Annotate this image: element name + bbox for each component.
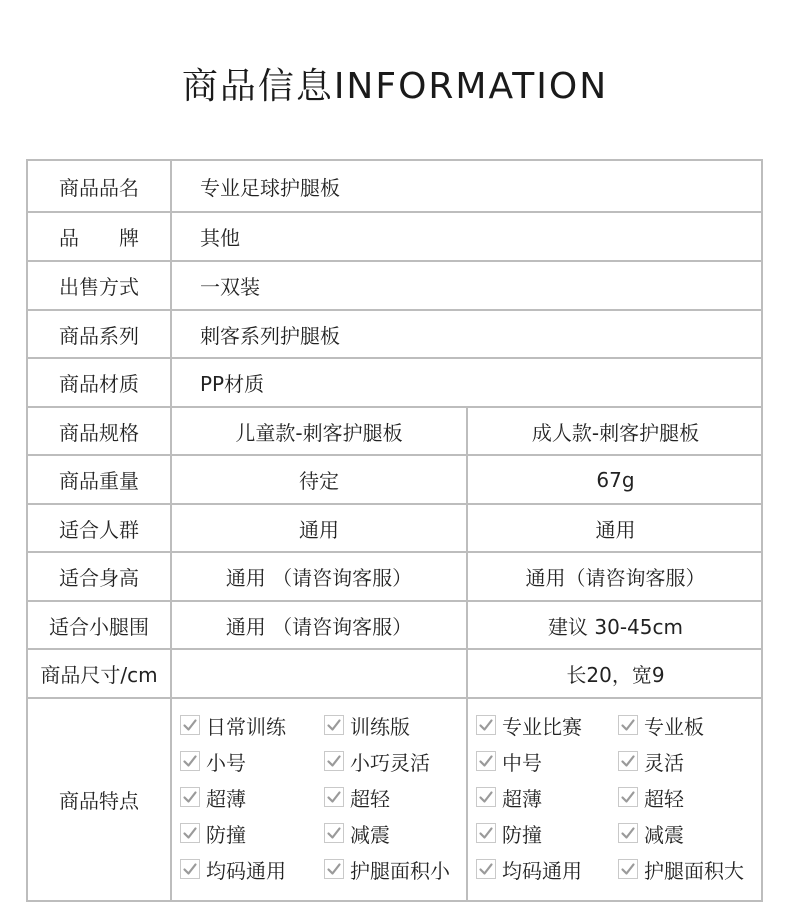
feature-label: 超薄 — [502, 786, 542, 811]
feature-label: 专业板 — [644, 714, 704, 739]
feature-item — [618, 785, 684, 809]
checkmark-icon — [324, 859, 344, 879]
feature-label: 小巧灵活 — [350, 750, 430, 775]
value-product-name: 专业足球护腿板 — [200, 175, 340, 200]
checkmark-icon — [324, 787, 344, 807]
kids-calf: 通用 （请咨询客服） — [225, 614, 413, 639]
adult-height: 通用（请咨询客服） — [525, 566, 706, 590]
checkmark-icon — [476, 787, 496, 807]
kids-audience: 通用 — [299, 517, 339, 542]
adult-size: 长20，宽9 — [566, 663, 665, 687]
adult-calf: 建议 30-45cm — [548, 614, 683, 639]
value-series: 刺客系列护腿板 — [200, 323, 340, 348]
feature-label: 中号 — [502, 750, 542, 775]
feature-label: 专业比赛 — [502, 714, 582, 739]
feature-label: 超轻 — [644, 786, 684, 811]
label-audience: 适合人群 — [59, 517, 139, 542]
checkmark-icon — [180, 751, 200, 771]
feature-item — [618, 749, 684, 773]
feature-item — [618, 713, 704, 737]
feature-label: 日常训练 — [206, 714, 286, 739]
product-info-table — [26, 159, 763, 902]
feature-label: 小号 — [206, 750, 246, 775]
feature-item — [324, 749, 430, 773]
feature-label: 护腿面积小 — [350, 858, 450, 883]
checkmark-icon — [180, 859, 200, 879]
checkmark-icon — [618, 859, 638, 879]
checkmark-icon — [476, 715, 496, 735]
feature-item — [180, 713, 286, 737]
adult-spec: 成人款-刺客护腿板 — [531, 420, 700, 445]
feature-item — [324, 821, 390, 845]
kids-weight: 待定 — [299, 469, 339, 493]
feature-label: 超薄 — [206, 786, 246, 811]
feature-item — [476, 749, 542, 773]
label-size: 商品尺寸/cm — [40, 663, 158, 687]
feature-item — [180, 857, 286, 881]
label-series: 商品系列 — [59, 323, 139, 348]
checkmark-icon — [618, 787, 638, 807]
feature-item — [476, 785, 542, 809]
feature-label: 灵活 — [644, 750, 684, 775]
value-brand: 其他 — [200, 226, 240, 250]
label-material: 商品材质 — [59, 372, 139, 396]
checkmark-icon — [180, 787, 200, 807]
checkmark-icon — [180, 715, 200, 735]
checkmark-icon — [324, 823, 344, 843]
feature-item — [618, 857, 744, 881]
feature-label: 减震 — [644, 822, 684, 847]
checkmark-icon — [618, 823, 638, 843]
feature-label: 均码通用 — [206, 858, 286, 883]
feature-label: 超轻 — [350, 786, 390, 811]
checkmark-icon — [476, 823, 496, 843]
feature-label: 减震 — [350, 822, 390, 847]
value-material: PP材质 — [200, 372, 265, 396]
label-weight: 商品重量 — [59, 469, 139, 493]
label-product-name: 商品品名 — [59, 175, 139, 200]
feature-item — [476, 713, 582, 737]
feature-label: 护腿面积大 — [644, 858, 744, 883]
adult-weight: 67g — [596, 467, 635, 492]
checkmark-icon — [180, 823, 200, 843]
checkmark-icon — [618, 751, 638, 771]
kids-size — [172, 650, 466, 697]
label-sale-method: 出售方式 — [59, 275, 139, 299]
feature-item — [324, 713, 410, 737]
checkmark-icon — [324, 751, 344, 771]
checkmark-icon — [476, 859, 496, 879]
label-calf: 适合小腿围 — [49, 614, 149, 639]
feature-item — [476, 857, 582, 881]
value-sale-method: 一双装 — [200, 275, 260, 299]
feature-item — [476, 821, 542, 845]
label-spec: 商品规格 — [59, 420, 139, 445]
feature-label: 训练版 — [350, 714, 410, 739]
page-title: 商品信息INFORMATION — [181, 66, 609, 107]
feature-item — [324, 785, 390, 809]
kids-height: 通用 （请咨询客服） — [225, 566, 413, 590]
checkmark-icon — [618, 715, 638, 735]
checkmark-icon — [324, 715, 344, 735]
feature-label: 防撞 — [502, 822, 542, 847]
feature-item — [180, 785, 246, 809]
label-brand: 品 牌 — [59, 226, 139, 250]
checkmark-icon — [476, 751, 496, 771]
label-features: 商品特点 — [59, 789, 139, 813]
feature-item — [180, 749, 246, 773]
kids-spec: 儿童款-刺客护腿板 — [235, 420, 403, 445]
feature-item — [180, 821, 246, 845]
feature-label: 防撞 — [206, 822, 246, 847]
feature-item — [324, 857, 450, 881]
feature-item — [618, 821, 684, 845]
label-height: 适合身高 — [59, 566, 139, 590]
adult-audience: 通用 — [595, 517, 636, 542]
feature-label: 均码通用 — [502, 858, 582, 883]
